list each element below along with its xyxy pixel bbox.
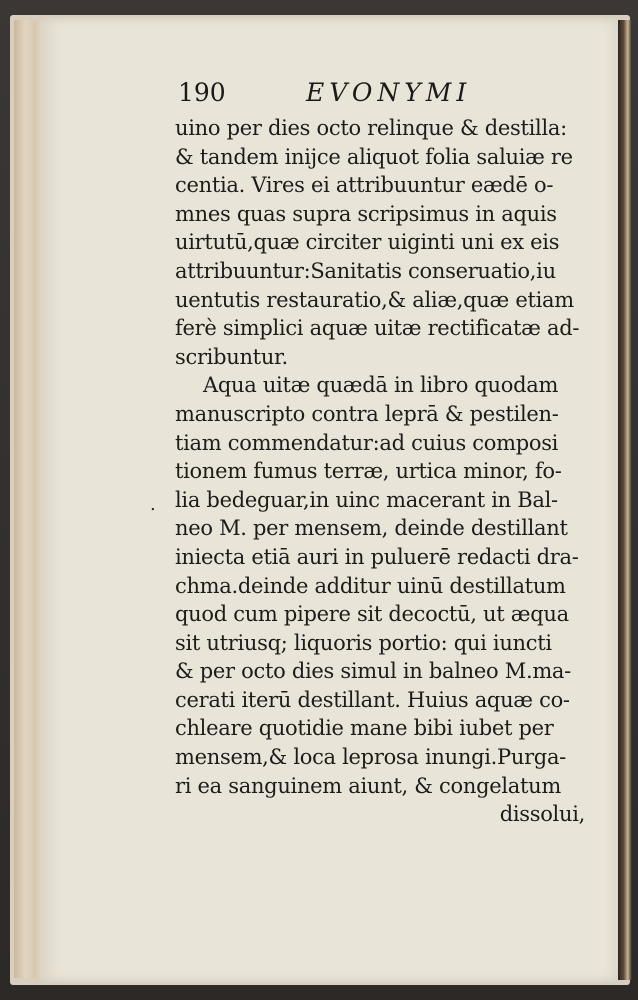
body-text bbox=[175, 114, 595, 829]
text-line: attribuuntur:Sanitatis conseruatio,iu bbox=[175, 258, 556, 283]
running-head: EVONYMI bbox=[306, 78, 472, 107]
text-line: tiam commendatur:ad cuius composi bbox=[175, 430, 559, 455]
text-line: chleare quotidie mane bibi iubet per bbox=[175, 716, 554, 741]
text-line: scribuntur. bbox=[175, 344, 288, 369]
text-line: ri ea sanguinem aiunt, & congelatum bbox=[175, 773, 561, 798]
text-line: lia bedeguar,in uinc macerant in Bal- bbox=[175, 487, 558, 512]
text-line: tionem fumus terræ, urtica minor, fo- bbox=[175, 459, 562, 484]
text-line: manuscripto contra leprā & pestilen- bbox=[175, 401, 559, 426]
margin-mark: . bbox=[150, 494, 156, 515]
text-line: ferè simplici aquæ uitæ rectificatæ ad- bbox=[175, 316, 580, 341]
text-line: chma.deinde additur uinū destillatum bbox=[175, 573, 566, 598]
text-line: mnes quas supra scripsimus in aquis bbox=[175, 201, 557, 226]
text-line: cerati iterū destillant. Huius aquæ co- bbox=[175, 687, 570, 712]
text-line: uentutis restauratio,& aliæ,quæ etiam bbox=[175, 287, 574, 312]
page-edge-right bbox=[618, 20, 632, 980]
text-line: & per octo dies simul in balneo M.ma- bbox=[175, 659, 571, 684]
text-line: neo M. per mensem, deinde destillant bbox=[175, 516, 568, 541]
text-line: centia. Vires ei attribuuntur eædē o- bbox=[175, 173, 554, 198]
text-line: uino per dies octo relinque & destilla: bbox=[175, 116, 567, 140]
text-line: quod cum pipere sit decoctū, ut æqua bbox=[175, 602, 569, 627]
catchword: dissolui, bbox=[499, 802, 585, 827]
page-header bbox=[178, 78, 598, 112]
text-line: iniecta etiā auri in puluerē redacti dra- bbox=[175, 544, 579, 569]
text-line: uirtutū,quæ circiter uiginti uni ex eis bbox=[175, 230, 560, 255]
page-number: 190 bbox=[178, 78, 226, 107]
text-line: & tandem inijce aliquot folia saluiæ re bbox=[175, 144, 573, 169]
paragraph-start-line: Aqua uitæ quædā in libro quodam bbox=[203, 373, 559, 398]
text-line: mensem,& loca leprosa inungi.Purga- bbox=[175, 745, 566, 770]
text-line: sit utriusq; liquoris portio: qui iuncti bbox=[175, 630, 552, 655]
